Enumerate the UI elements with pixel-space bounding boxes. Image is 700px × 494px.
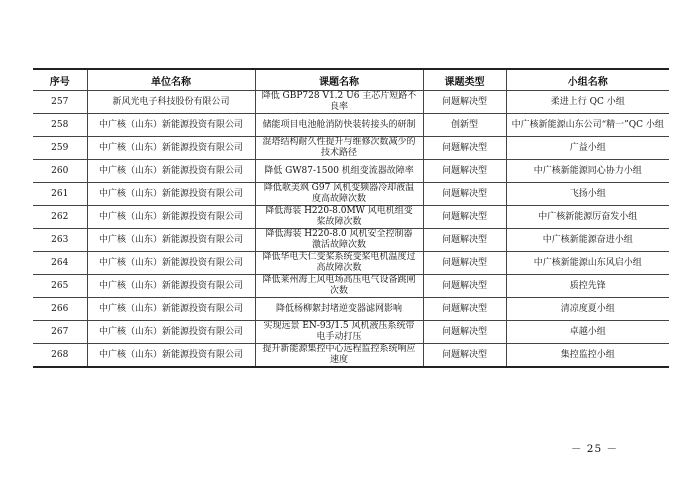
table-row	[33, 275, 669, 298]
table-row	[33, 229, 669, 252]
cell-topic: 降低莱州海上风电场高压电气设备跳闸次数	[255, 275, 423, 298]
cell-seq: 265	[33, 275, 87, 298]
cell-topic: 混塔结构耐久性提升与维修次数减少的技术路径	[255, 137, 423, 160]
cell-seq: 264	[33, 252, 87, 275]
cell-group: 清凉度夏小组	[506, 298, 669, 321]
table-row	[33, 183, 669, 206]
cell-topic: 降低歌美飒 G97 风机变频器冷却液温度高故障次数	[255, 183, 423, 206]
cell-topic: 降低海装 H220-8.0 风机安全控制器激活故障次数	[255, 229, 423, 252]
cell-unit: 中广核（山东）新能源投资有限公司	[87, 344, 255, 368]
cell-unit: 中广核（山东）新能源投资有限公司	[87, 275, 255, 298]
cell-topic: 降低海装 H220-8.0MW 风电机组变桨故障次数	[255, 206, 423, 229]
cell-type: 问题解决型	[423, 229, 506, 252]
cell-unit: 中广核（山东）新能源投资有限公司	[87, 321, 255, 344]
cell-unit: 中广核（山东）新能源投资有限公司	[87, 229, 255, 252]
cell-seq: 260	[33, 160, 87, 183]
cell-type: 问题解决型	[423, 275, 506, 298]
cell-seq: 259	[33, 137, 87, 160]
header-type: 课题类型	[423, 69, 506, 91]
page-number: － 25 －	[570, 443, 618, 455]
table-row	[33, 114, 669, 137]
cell-seq: 267	[33, 321, 87, 344]
cell-seq: 257	[33, 91, 87, 114]
cell-topic: 储能项目电池舱消防快装转接头的研制	[255, 114, 423, 137]
table-row	[33, 91, 669, 114]
cell-unit: 中广核（山东）新能源投资有限公司	[87, 298, 255, 321]
cell-group: 中广核新能源山东风启小组	[506, 252, 669, 275]
table-row	[33, 160, 669, 183]
table-row	[33, 252, 669, 275]
cell-unit: 新风光电子科技股份有限公司	[87, 91, 255, 114]
cell-unit: 中广核（山东）新能源投资有限公司	[87, 160, 255, 183]
cell-type: 问题解决型	[423, 298, 506, 321]
header-seq: 序号	[33, 69, 87, 91]
cell-group: 广益小组	[506, 137, 669, 160]
cell-topic: 降低杨柳絮封堵逆变器滤网影响	[255, 298, 423, 321]
table-row	[33, 206, 669, 229]
cell-type: 问题解决型	[423, 206, 506, 229]
cell-group: 飞扬小组	[506, 183, 669, 206]
cell-seq: 261	[33, 183, 87, 206]
cell-topic: 降低 GBP728 V1.2 U6 主芯片短路不良率	[255, 91, 423, 114]
cell-type: 问题解决型	[423, 160, 506, 183]
cell-seq: 266	[33, 298, 87, 321]
cell-group: 集控监控小组	[506, 344, 669, 368]
cell-type: 问题解决型	[423, 183, 506, 206]
cell-type: 问题解决型	[423, 321, 506, 344]
table-header-row	[33, 69, 669, 91]
header-topic: 课题名称	[255, 69, 423, 91]
cell-type: 问题解决型	[423, 344, 506, 368]
cell-group: 中广核新能源同心协力小组	[506, 160, 669, 183]
qc-registry-table	[33, 68, 669, 368]
cell-seq: 263	[33, 229, 87, 252]
table-row	[33, 321, 669, 344]
table-row	[33, 137, 669, 160]
cell-topic: 降低华电天仁变桨系统变桨电机温度过高故障次数	[255, 252, 423, 275]
cell-topic: 降低 GW87-1500 机组变流器故障率	[255, 160, 423, 183]
header-unit: 单位名称	[87, 69, 255, 91]
cell-group: 中广核新能源山东公司“精一”QC 小组	[506, 114, 669, 137]
cell-topic: 提升新能源集控中心远程监控系统响应速度	[255, 344, 423, 368]
cell-seq: 268	[33, 344, 87, 368]
cell-type: 问题解决型	[423, 137, 506, 160]
table-row	[33, 298, 669, 321]
cell-seq: 258	[33, 114, 87, 137]
cell-topic: 实现远景 EN-93/1.5 风机液压系统带电手动打压	[255, 321, 423, 344]
cell-unit: 中广核（山东）新能源投资有限公司	[87, 137, 255, 160]
cell-group: 柔进上行 QC 小组	[506, 91, 669, 114]
cell-type: 问题解决型	[423, 91, 506, 114]
cell-group: 中广核新能源奋进小组	[506, 229, 669, 252]
cell-group: 质控先锋	[506, 275, 669, 298]
cell-unit: 中广核（山东）新能源投资有限公司	[87, 252, 255, 275]
header-group: 小组名称	[506, 69, 669, 91]
table-row	[33, 344, 669, 368]
cell-unit: 中广核（山东）新能源投资有限公司	[87, 206, 255, 229]
cell-unit: 中广核（山东）新能源投资有限公司	[87, 183, 255, 206]
cell-seq: 262	[33, 206, 87, 229]
cell-unit: 中广核（山东）新能源投资有限公司	[87, 114, 255, 137]
cell-type: 问题解决型	[423, 252, 506, 275]
cell-group: 卓越小组	[506, 321, 669, 344]
cell-type: 创新型	[423, 114, 506, 137]
cell-group: 中广核新能源厉奋发小组	[506, 206, 669, 229]
